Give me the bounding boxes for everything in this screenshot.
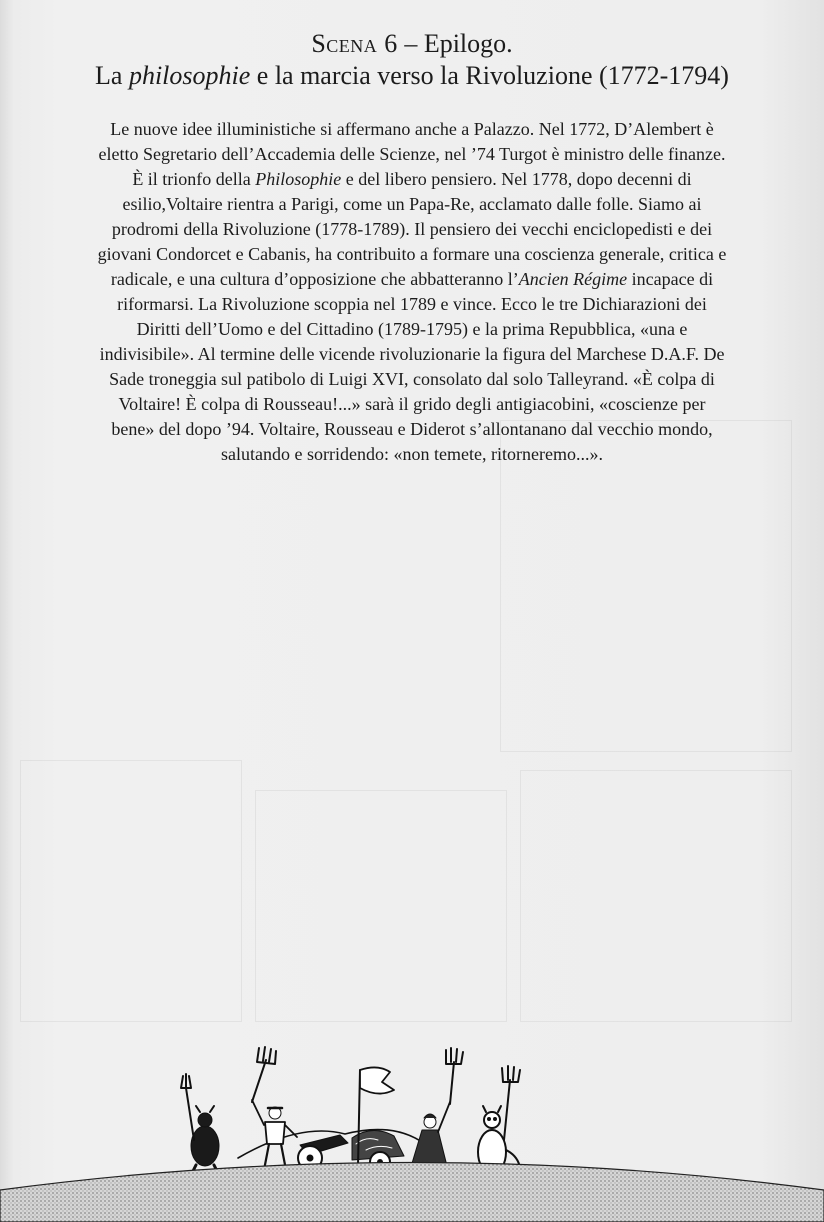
philosophie-word: philosophie (128, 61, 251, 90)
text-line: salutando e sorridendo: «non temete, ritorneremo...». (221, 444, 603, 464)
pitchfork-figure (410, 1048, 463, 1170)
text-line: Diritti dell’Uomo e del Cittadino (1789-1795) e la prima Repubblica, «una e (136, 319, 688, 339)
show-through-panel (20, 760, 242, 1022)
text-line: radicale, e una cultura d’opposizione che abbatteranno l’Ancien Régime incapace di (110, 269, 714, 289)
text-line: eletto Segretario dell’Accademia delle Scienze, nel ’74 Turgot è ministro delle finanze. (98, 144, 726, 164)
scene-title (40, 28, 784, 60)
text-line: Voltaire! È colpa di Rousseau!...» sarà il grido degli antigiacobini, «coscienze per (118, 394, 706, 414)
text-line: Sade troneggia sul patibolo di Luigi XVI, consolato dal solo Talleyrand. «È colpa di (109, 369, 715, 389)
text-line: esilio,Voltaire rientra a Parigi, come un Papa-Re, acclamato dalle folle. Siamo ai (122, 194, 702, 214)
body-paragraph (12, 117, 812, 467)
epilogue-label: Epilogo. (423, 29, 513, 58)
text-line: bene» del dopo ’94. Voltaire, Rousseau e Diderot s’allontanano dal vecchio mondo, (111, 419, 713, 439)
heading-dash: – (397, 29, 424, 58)
text-line: È il trionfo della Philosophie e del libero pensiero. Nel 1778, dopo decenni di (132, 169, 692, 189)
text-line: giovani Condorcet e Cabanis, ha contribuito a formare una coscienza generale, critica e (97, 244, 727, 264)
show-through-panel (500, 420, 792, 752)
hill (0, 1163, 824, 1222)
scene-label: Scena 6 (311, 29, 398, 58)
revolutionary-crowd-illustration (0, 1040, 824, 1222)
show-through-panel (520, 770, 792, 1022)
pitchfork-figure (181, 1074, 219, 1173)
text-line: riformarsi. La Rivoluzione scoppia nel 1789 e vince. Ecco le tre Dichiarazioni dei (117, 294, 707, 314)
text-line: Le nuove idee illuministiche si affermano anche a Palazzo. Nel 1772, D’Alembert è (110, 119, 714, 139)
pitchfork-figure (252, 1047, 297, 1170)
text-line: indivisibile». Al termine delle vicende rivoluzionarie la figura del Marchese D.A.F. De (99, 344, 725, 364)
chapter-heading (40, 28, 784, 92)
show-through-panel (255, 790, 507, 1022)
chapter-subtitle: La philosophie e la marcia verso la Rivoluzione (1772-1794) (95, 61, 729, 90)
text-line: prodromi della Rivoluzione (1778-1789). Il pensiero dei vecchi enciclopedisti e dei (111, 219, 713, 239)
